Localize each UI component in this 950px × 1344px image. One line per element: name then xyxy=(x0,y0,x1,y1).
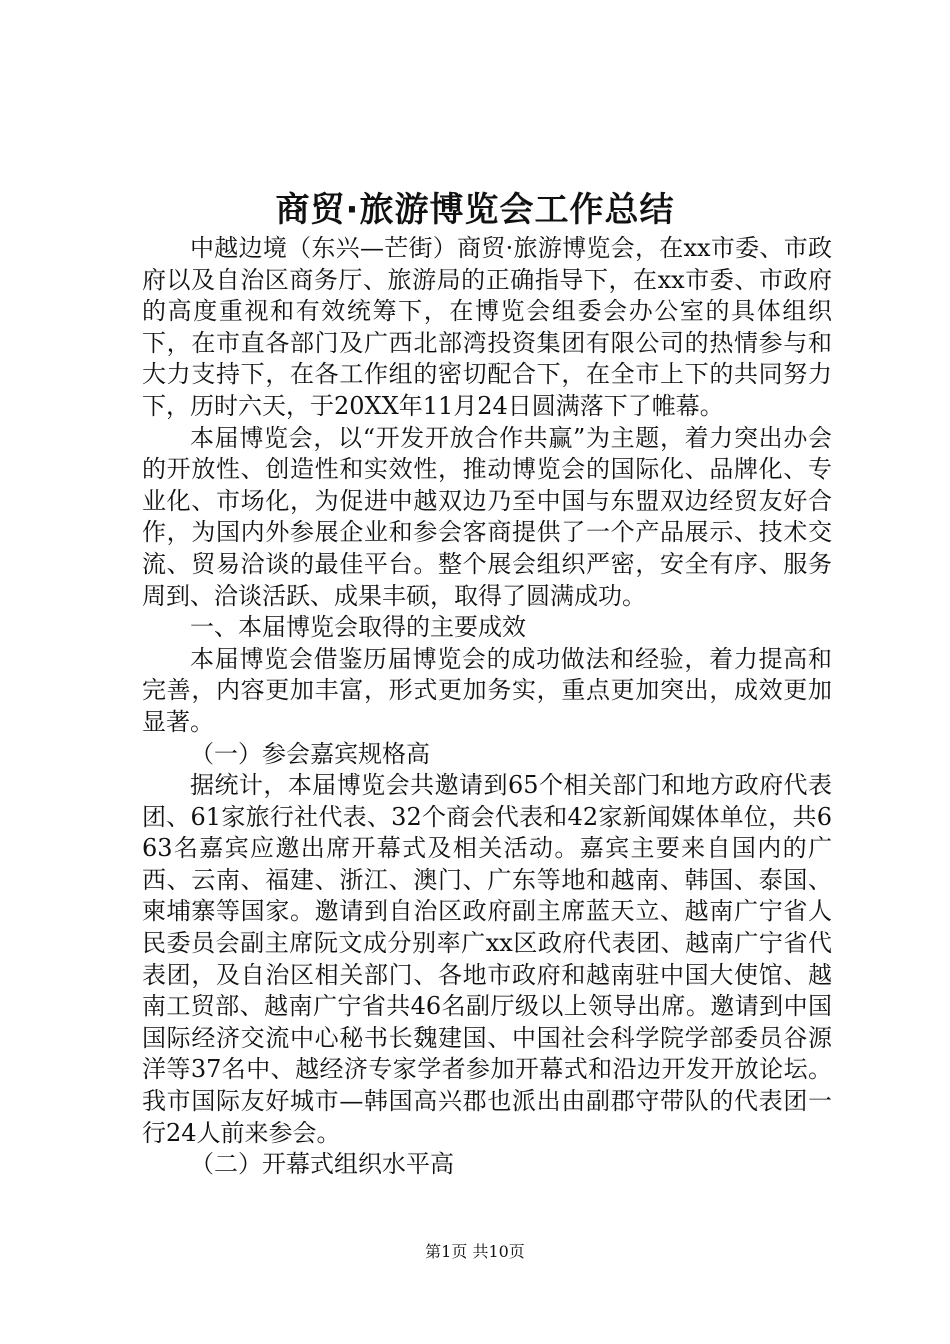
subsection-heading-guests: （一）参会嘉宾规格高 xyxy=(190,739,430,768)
paragraph-achievements-summary: 本届博览会借鉴历届博览会的成功做法和经验，着力提高和完善，内容更加丰富，形式更加务实，重点更加突出，成效更加显著。 xyxy=(142,644,832,736)
paragraph-guests: 据统计，本届博览会共邀请到65个相关部门和地方政府代表团、61家旅行社代表、32个商会代表和42家新闻媒体单位，共663名嘉宾应邀出席开幕式及相关活动。嘉宾主要来自国内的广西、云南、福建、浙江、澳门、广东等地和越南、韩国、泰国、柬埔寨等国家。邀请到自治区政府副主席蓝天立、越南广宁省人民委员会副主席阮文成分别率广xx区政府代表团、越南广宁省代表团，及自治区相关部门、各地市政府和越南驻中国大使馆、越南工贸部、越南广宁省共46名副厅级以上领导出席。邀请到中国国际经济交流中心秘书长魏建国、中国社会科学院学部委员谷源洋等37名中、越经济专家学者参加开幕式和沿边开发开放论坛。我市国际友好城市—韩国高兴郡也派出由副郡守带队的代表团一行24人前来参会。 xyxy=(142,771,832,1147)
document-title: 商贸·旅游博览会工作总结 xyxy=(275,190,675,230)
section-heading-achievements: 一、本届博览会取得的主要成效 xyxy=(190,613,526,642)
page-footer: 第1页 共10页 xyxy=(425,1242,525,1261)
document-body xyxy=(142,233,832,1181)
paragraph-intro: 中越边境（东兴—芒街）商贸·旅游博览会，在xx市委、市政府以及自治区商务厅、旅游局的正确指导下，在xx市委、市政府的高度重视和有效统筹下，在博览会组委会办公室的具体组织下，在市直各部门及广西北部湾投资集团有限公司的热情参与和大力支持下，在各工作组的密切配合下，在全市上下的共同努力下，历时六天，于20XX年11月24日圆满落下了帷幕。 xyxy=(142,234,832,420)
subsection-heading-opening: （二）开幕式组织水平高 xyxy=(190,1150,454,1179)
paragraph-theme: 本届博览会，以“开发开放合作共赢”为主题，着力突出办会的开放性、创造性和实效性，推动博览会的国际化、品牌化、专业化、市场化，为促进中越双边乃至中国与东盟双边经贸友好合作，为国内外参展企业和参会客商提供了一个产品展示、技术交流、贸易洽谈的最佳平台。整个展会组织严密，安全有序、服务周到、洽谈活跃、成果丰硕，取得了圆满成功。 xyxy=(142,423,832,610)
